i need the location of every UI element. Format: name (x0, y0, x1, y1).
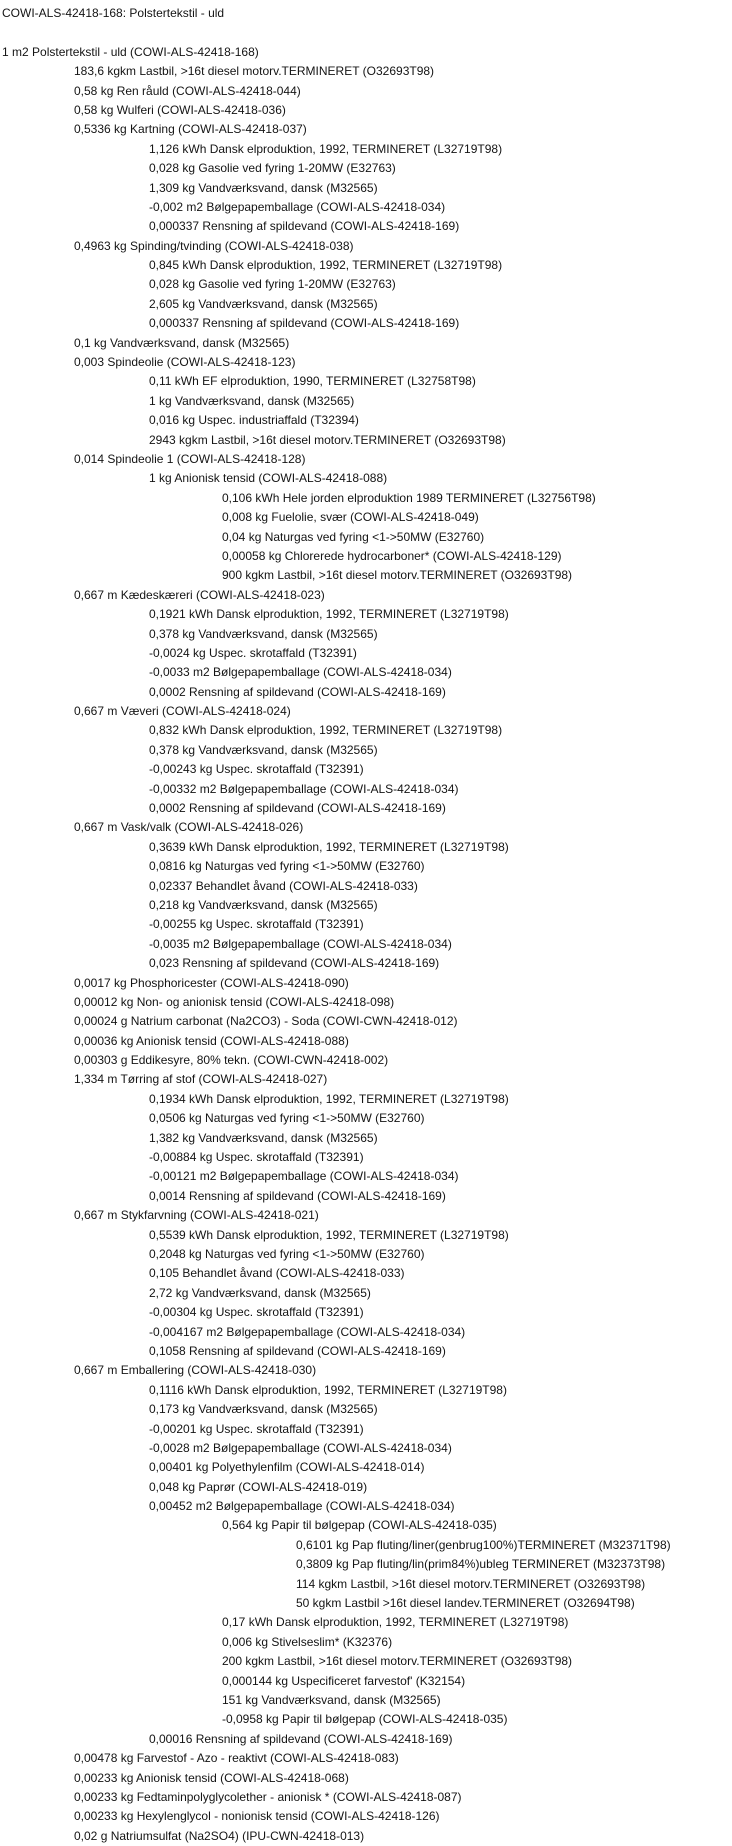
tree-item-level-3: 0,000144 kg Uspecificeret farvestof' (K32154) (222, 1673, 466, 1688)
tree-item-level-2: 0,11 kWh EF elproduktion, 1990, TERMINERET (L32758T98) (149, 374, 476, 389)
tree-item-level-2: 0,028 kg Gasolie ved fyring 1-20MW (E32763) (149, 161, 396, 176)
tree-item-level-4: 50 kgkm Lastbil >16t diesel landev.TERMINERET (O32694T98) (296, 1596, 635, 1611)
tree-item-level-3: 200 kgkm Lastbil, >16t diesel motorv.TERMINERET (O32693T98) (222, 1654, 573, 1669)
tree-item-level-3: 0,564 kg Papir til bølgepap (COWI-ALS-42418-035) (222, 1518, 497, 1533)
tree-item-level-2: 0,0002 Rensning af spildevand (COWI-ALS-42418-169) (149, 801, 446, 816)
tree-item-level-2: 0,2048 kg Naturgas ved fyring <1->50MW (E32760) (149, 1247, 425, 1261)
tree-item-level-2: 0,3639 kWh Dansk elproduktion, 1992, TERMINERET (L32719T98) (149, 839, 509, 854)
tree-item-level-2: 0,0002 Rensning af spildevand (COWI-ALS-42418-169) (149, 684, 446, 699)
spacer (0, 23, 732, 42)
tree-item-level-2: 0,00016 Rensning af spildevand (COWI-ALS-42418-169) (149, 1731, 453, 1746)
tree-item-level-2: 0,028 kg Gasolie ved fyring 1-20MW (E32763) (149, 277, 396, 292)
tree-item-level-2: 0,105 Behandlet åvand (COWI-ALS-42418-033) (149, 1266, 405, 1281)
tree-item-level-2: 0,378 kg Vandværksvand, dansk (M32565) (149, 742, 378, 757)
tree-item-level-2: -0,0024 kg Uspec. skrotaffald (T32391) (149, 645, 357, 660)
tree-item-level-2: 2,605 kg Vandværksvand, dansk (M32565) (149, 296, 378, 311)
tree-item-level-1: 0,58 kg Wulferi (COWI-ALS-42418-036) (74, 102, 286, 117)
tree-item-level-1: 0,00012 kg Non- og anionisk tensid (COWI-ALS-42418-098) (74, 994, 395, 1009)
tree-item-level-1: 1,334 m Tørring af stof (COWI-ALS-42418-027) (74, 1072, 328, 1087)
tree-item-level-1: 0,1 kg Vandværksvand, dansk (M32565) (74, 335, 290, 350)
tree-item-level-2: -0,0033 m2 Bølgepapemballage (COWI-ALS-42418-034) (149, 665, 452, 680)
tree-item-level-2: 0,02337 Behandlet åvand (COWI-ALS-42418-033) (149, 878, 418, 893)
tree-item-level-2: -0,00304 kg Uspec. skrotaffald (T32391) (149, 1305, 364, 1320)
tree-item-level-1: 0,4963 kg Spinding/tvinding (COWI-ALS-42418-038) (74, 238, 354, 253)
tree-item-level-1: 0,00303 g Eddikesyre, 80% tekn. (COWI-CWN-42418-002) (74, 1053, 389, 1068)
tree-item-level-2: -0,0035 m2 Bølgepapemballage (COWI-ALS-42418-034) (149, 936, 452, 951)
tree-item-level-1: 0,014 Spindeolie 1 (COWI-ALS-42418-128) (74, 451, 306, 466)
tree-item-level-3: 0,04 kg Naturgas ved fyring <1->50MW (E32760) (222, 529, 485, 544)
tree-item-level-1: 0,58 kg Ren råuld (COWI-ALS-42418-044) (74, 83, 301, 98)
tree-item-level-3: 0,17 kWh Dansk elproduktion, 1992, TERMINERET (L32719T98) (222, 1615, 569, 1630)
tree-item-level-2: 0,016 kg Uspec. industriaffald (T32394) (149, 413, 359, 428)
tree-item-level-2: 0,0816 kg Naturgas ved fyring <1->50MW (E32760) (149, 859, 425, 874)
tree-item-level-4: 114 kgkm Lastbil, >16t diesel motorv.TERMINERET (O32693T98) (296, 1576, 646, 1591)
tree-item-level-2: 0,5539 kWh Dansk elproduktion, 1992, TERMINERET (L32719T98) (149, 1227, 509, 1242)
tree-item-level-2: 0,218 kg Vandværksvand, dansk (M32565) (149, 897, 378, 912)
tree-item-level-1: 0,02 g Natriumsulfat (Na2SO4) (IPU-CWN-42418-013) (74, 1828, 365, 1843)
tree-item-level-2: -0,002 m2 Bølgepapemballage (COWI-ALS-42418-034) (149, 199, 446, 214)
tree-item-level-1: 0,5336 kg Kartning (COWI-ALS-42418-037) (74, 122, 307, 137)
tree-item-level-2: -0,0028 m2 Bølgepapemballage (COWI-ALS-42418-034) (149, 1440, 452, 1455)
tree-item-level-1: 183,6 kgkm Lastbil, >16t diesel motorv.TERMINERET (O32693T98) (74, 64, 435, 79)
document-title: COWI-ALS-42418-168: Polstertekstil - uld (2, 6, 225, 20)
tree-item-level-2: -0,00884 kg Uspec. skrotaffald (T32391) (149, 1150, 364, 1165)
tree-item-level-1: 0,00036 kg Anionisk tensid (COWI-ALS-42418-088) (74, 1033, 349, 1048)
tree-item-level-2: 0,0506 kg Naturgas ved fyring <1->50MW (E32760) (149, 1111, 425, 1126)
tree-item-level-2: -0,00201 kg Uspec. skrotaffald (T32391) (149, 1421, 364, 1436)
tree-item-level-2: 0,1058 Rensning af spildevand (COWI-ALS-42418-169) (149, 1343, 446, 1358)
tree-item-level-2: 0,1116 kWh Dansk elproduktion, 1992, TERMINERET (L32719T98) (149, 1382, 507, 1397)
tree-item-level-3: 0,006 kg Stivelseslim* (K32376) (222, 1634, 393, 1649)
tree-item-level-2: 2943 kgkm Lastbil, >16t diesel motorv.TERMINERET (O32693T98) (149, 432, 506, 447)
tree-item-level-2: 0,1934 kWh Dansk elproduktion, 1992, TERMINERET (L32719T98) (149, 1091, 509, 1106)
material-tree (0, 43, 732, 1846)
tree-item-level-2: 1 kg Anionisk tensid (COWI-ALS-42418-088) (149, 471, 388, 486)
tree-item-level-4: 0,6101 kg Pap fluting/liner(genbrug100%)TERMINERET (M32371T98) (296, 1537, 671, 1552)
tree-item-level-2: 1 kg Vandværksvand, dansk (M32565) (149, 393, 355, 408)
tree-item-level-3: 151 kg Vandværksvand, dansk (M32565) (222, 1692, 441, 1707)
tree-item-level-2: 0,000337 Rensning af spildevand (COWI-ALS-42418-169) (149, 316, 460, 331)
tree-item-level-2: 1,309 kg Vandværksvand, dansk (M32565) (149, 180, 378, 195)
tree-item-level-2: -0,004167 m2 Bølgepapemballage (COWI-ALS-42418-034) (149, 1324, 466, 1339)
tree-item-level-2: -0,00255 kg Uspec. skrotaffald (T32391) (149, 917, 364, 932)
tree-item-level-2: -0,00332 m2 Bølgepapemballage (COWI-ALS-42418-034) (149, 781, 459, 796)
tree-item-level-2: 0,000337 Rensning af spildevand (COWI-ALS-42418-169) (149, 219, 460, 234)
tree-item-level-2: 0,00401 kg Polyethylenfilm (COWI-ALS-42418-014) (149, 1460, 425, 1475)
tree-item-level-2: 0,378 kg Vandværksvand, dansk (M32565) (149, 626, 378, 641)
tree-item-level-4: 0,3809 kg Pap fluting/lin(prim84%)ubleg TERMINERET (M32373T98) (296, 1557, 666, 1572)
tree-item-level-2: 0,00452 m2 Bølgepapemballage (COWI-ALS-42418-034) (149, 1499, 455, 1514)
tree-item-level-2: 0,048 kg Paprør (COWI-ALS-42418-019) (149, 1479, 368, 1494)
tree-item-level-3: 0,106 kWh Hele jorden elproduktion 1989 TERMINERET (L32756T98) (222, 490, 596, 505)
tree-item-level-1: 0,0017 kg Phosphoricester (COWI-ALS-42418-090) (74, 975, 349, 990)
tree-item-level-2: 1,382 kg Vandværksvand, dansk (M32565) (149, 1130, 378, 1145)
tree-item-level-1: 0,003 Spindeolie (COWI-ALS-42418-123) (74, 355, 296, 370)
tree-item-level-1: 0,00233 kg Anionisk tensid (COWI-ALS-42418-068) (74, 1770, 349, 1785)
tree-item-level-2: 0,0014 Rensning af spildevand (COWI-ALS-42418-169) (149, 1188, 446, 1203)
tree-item-level-1: 0,00024 g Natrium carbonat (Na2CO3) - Soda (COWI-CWN-42418-012) (74, 1014, 458, 1029)
tree-item-level-2: 0,023 Rensning af spildevand (COWI-ALS-42418-169) (149, 956, 440, 971)
tree-item-level-1: 0,667 m Stykfarvning (COWI-ALS-42418-021) (74, 1208, 319, 1223)
tree-item-level-2: 1,126 kWh Dansk elproduktion, 1992, TERMINERET (L32719T98) (149, 141, 503, 156)
tree-item-level-1: 0,667 m Emballering (COWI-ALS-42418-030) (74, 1363, 317, 1378)
tree-item-level-3: 0,008 kg Fuelolie, svær (COWI-ALS-42418-049) (222, 510, 479, 525)
tree-item-level-1: 0,00233 kg Hexylenglycol - nonionisk tensid (COWI-ALS-42418-126) (74, 1809, 440, 1824)
tree-item-level-1: 0,667 m Væveri (COWI-ALS-42418-024) (74, 704, 291, 719)
tree-item-level-2: 0,845 kWh Dansk elproduktion, 1992, TERMINERET (L32719T98) (149, 258, 503, 273)
tree-item-level-2: 0,1921 kWh Dansk elproduktion, 1992, TERMINERET (L32719T98) (149, 607, 509, 622)
tree-item-level-3: -0,0958 kg Papir til bølgepap (COWI-ALS-42418-035) (222, 1712, 508, 1727)
tree-item-level-3: 900 kgkm Lastbil, >16t diesel motorv.TERMINERET (O32693T98) (222, 568, 573, 583)
tree-item-level-2: -0,00243 kg Uspec. skrotaffald (T32391) (149, 762, 364, 777)
tree-item-level-1: 0,667 m Kædeskæreri (COWI-ALS-42418-023) (74, 587, 325, 602)
tree-item-level-2: 0,832 kWh Dansk elproduktion, 1992, TERMINERET (L32719T98) (149, 723, 503, 738)
tree-item-level-2: -0,00121 m2 Bølgepapemballage (COWI-ALS-42418-034) (149, 1169, 459, 1184)
tree-item-level-1: 0,00233 kg Fedtaminpolyglycolether - anionisk * (COWI-ALS-42418-087) (74, 1789, 462, 1804)
tree-item-level-1: 0,00478 kg Farvestof - Azo - reaktivt (COWI-ALS-42418-083) (74, 1751, 399, 1766)
tree-item-level-2: 2,72 kg Vandværksvand, dansk (M32565) (149, 1285, 371, 1300)
tree-item-level-2: 0,173 kg Vandværksvand, dansk (M32565) (149, 1402, 378, 1417)
tree-item-level-3: 0,00058 kg Chlorerede hydrocarboner* (COWI-ALS-42418-129) (222, 548, 562, 563)
root-item: 1 m2 Polstertekstil - uld (COWI-ALS-42418-168) (2, 44, 259, 59)
tree-item-level-1: 0,667 m Vask/valk (COWI-ALS-42418-026) (74, 820, 304, 835)
